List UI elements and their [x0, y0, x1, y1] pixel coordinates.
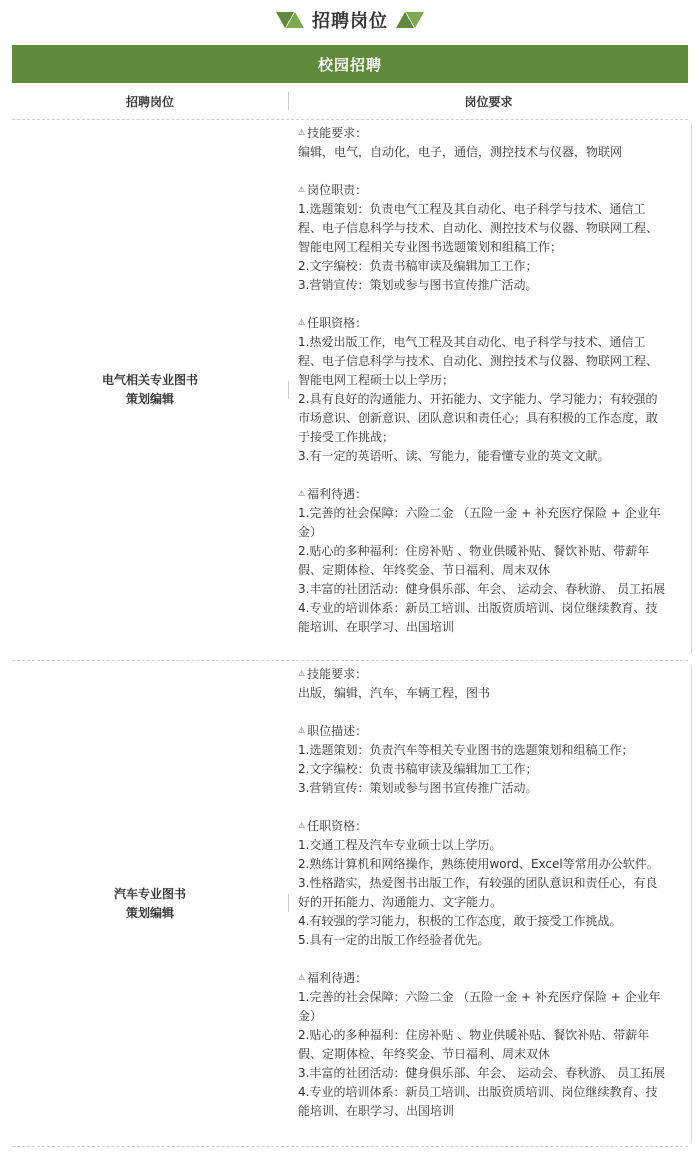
requirement-block: [298, 181, 686, 295]
text-line: 市场意识、创新意识、团队意识和责任心；具有积极的工作态度，敢: [298, 411, 659, 425]
text-line: 2.贴心的多种福利：住房补贴 、物业供暖补贴、餐饮补贴、带薪年: [298, 1028, 650, 1042]
block-title: [298, 124, 686, 143]
warning-icon: ⚠: [298, 821, 306, 830]
text-line: 3.丰富的社团活动：健身俱乐部、年会、 运动会、春秋游、 员工拓展: [298, 1066, 666, 1080]
block-title: [298, 665, 686, 684]
text-line: 1.选题策划：负责电气工程及其自动化、电子科学与技术、通信工: [298, 202, 646, 216]
text-line: 4.专业的培训体系：新员工培训、出版资质培训、岗位继续教育、技: [298, 601, 658, 615]
double-triangle-icon: [276, 12, 304, 28]
block-title: [298, 817, 686, 836]
position-name-line: 汽车专业图书: [113, 886, 186, 901]
text-line: 假、定期体检、年终奖金、节日福利、周末双休: [298, 563, 551, 577]
text-line: 好的开拓能力、沟通能力、文字能力。: [298, 895, 503, 909]
text-line: 金）: [298, 525, 323, 539]
warning-icon: ⚠: [298, 669, 306, 678]
requirement-block: [298, 314, 686, 466]
block-title-text: 任职资格：: [307, 316, 368, 330]
text-line: 5.具有一定的出版工作经验者优先。: [298, 933, 490, 947]
text-line: 3.营销宣传：策划或参与图书宣传推广活动。: [298, 278, 538, 292]
double-triangle-icon: [396, 12, 424, 28]
requirement-block: [298, 485, 686, 637]
position-requirements: [298, 665, 686, 1121]
text-line: 能培训、在职学习、出国培训: [298, 620, 455, 634]
block-title-text: 职位描述：: [307, 724, 368, 738]
block-title: [298, 314, 686, 333]
warning-icon: ⚠: [298, 973, 306, 982]
block-title: [298, 181, 686, 200]
column-header-requirements: 岗位要求: [464, 94, 513, 109]
requirement-block: [298, 969, 686, 1121]
position-name: [12, 661, 288, 1146]
block-title: [298, 969, 686, 988]
block-title-text: 任职资格：: [307, 819, 368, 833]
position-name-line: 策划编辑: [125, 905, 174, 920]
table-row: [12, 120, 688, 661]
warning-icon: ⚠: [298, 185, 306, 194]
text-line: 2.贴心的多种福利：住房补贴 、物业供暖补贴、餐饮补贴、带薪年: [298, 544, 650, 558]
scroll-rail: [691, 124, 692, 654]
requirement-block: [298, 665, 686, 703]
text-line: 编辑，电气，自动化，电子，通信，测控技术与仪器，物联网: [298, 145, 623, 159]
text-line: 出版，编辑，汽车，车辆工程，图书: [298, 686, 491, 700]
requirement-block: [298, 124, 686, 162]
column-header-position: 招聘岗位: [125, 94, 174, 109]
warning-icon: ⚠: [298, 726, 306, 735]
block-title: [298, 485, 686, 504]
text-line: 3.营销宣传：策划或参与图书宣传推广活动。: [298, 781, 538, 795]
text-line: 2.具有良好的沟通能力、开拓能力、文字能力、学习能力；有较强的: [298, 392, 658, 406]
page-title: [0, 6, 700, 34]
page-title-text: 招聘岗位: [312, 11, 388, 32]
text-line: 智能电网工程相关专业图书选题策划和组稿工作；: [298, 240, 563, 254]
block-title-text: 岗位职责：: [307, 183, 368, 197]
text-line: 1.完善的社会保障：六险二金 （五险一金 + 补充医疗保险 + 企业年: [298, 506, 661, 520]
text-line: 3.有一定的英语听、读、写能力，能看懂专业的英文文献。: [298, 449, 610, 463]
requirement-block: [298, 722, 686, 798]
warning-icon: ⚠: [298, 128, 306, 137]
block-title-text: 技能要求：: [307, 667, 368, 681]
block-title-text: 福利待遇：: [307, 971, 368, 985]
position-name: [12, 120, 288, 660]
block-title-text: 技能要求：: [307, 126, 368, 140]
text-line: 4.有较强的学习能力，积极的工作态度，敢于接受工作挑战。: [298, 914, 622, 928]
text-line: 假、定期体检、年终奖金、节日福利、周末双休: [298, 1047, 551, 1061]
column-divider: [288, 894, 289, 912]
warning-icon: ⚠: [298, 318, 306, 327]
section-header-campus: 校园招聘: [12, 45, 688, 83]
text-line: 1.热爱出版工作，电气工程及其自动化、电子科学与技术、通信工: [298, 335, 646, 349]
text-line: 程、电子信息科学与技术、自动化、测控技术与仪器、物联网工程、: [298, 221, 659, 235]
text-line: 智能电网工程硕士以上学历；: [298, 373, 455, 387]
text-line: 4.专业的培训体系：新员工培训、出版资质培训、岗位继续教育、技: [298, 1085, 658, 1099]
text-line: 于接受工作挑战；: [298, 430, 395, 444]
text-line: 2.熟练计算机和网络操作，熟练使用word、Excel等常用办公软件。: [298, 857, 659, 871]
warning-icon: ⚠: [298, 489, 306, 498]
scroll-rail: [691, 665, 692, 1143]
position-name-line: 策划编辑: [125, 392, 174, 406]
text-line: 2.文字编校：负责书稿审读及编辑加工工作；: [298, 762, 538, 776]
table-row: [12, 661, 688, 1147]
text-line: 金）: [298, 1009, 323, 1023]
block-title: [298, 722, 686, 741]
text-line: 1.完善的社会保障：六险二金 （五险一金 + 补充医疗保险 + 企业年: [298, 990, 661, 1004]
requirement-block: [298, 817, 686, 950]
text-line: 1.交通工程及汽车专业硕士以上学历。: [298, 838, 502, 852]
block-title-text: 福利待遇：: [307, 487, 368, 501]
text-line: 程、电子信息科学与技术、自动化、测控技术与仪器、物联网工程、: [298, 354, 659, 368]
text-line: 2.文字编校：负责书稿审读及编辑加工工作；: [298, 259, 538, 273]
position-requirements: [298, 124, 686, 637]
text-line: 3.性格踏实，热爱图书出版工作，有较强的团队意识和责任心，有良: [298, 876, 658, 890]
table-header: [12, 83, 688, 120]
text-line: 能培训、在职学习、出国培训: [298, 1104, 455, 1118]
text-line: 3.丰富的社团活动：健身俱乐部、年会、 运动会、春秋游、 员工拓展: [298, 582, 666, 596]
column-divider: [288, 381, 289, 399]
position-name-line: 电气相关专业图书: [101, 373, 198, 387]
text-line: 1.选题策划：负责汽车等相关专业图书的选题策划和组稿工作；: [298, 743, 634, 757]
